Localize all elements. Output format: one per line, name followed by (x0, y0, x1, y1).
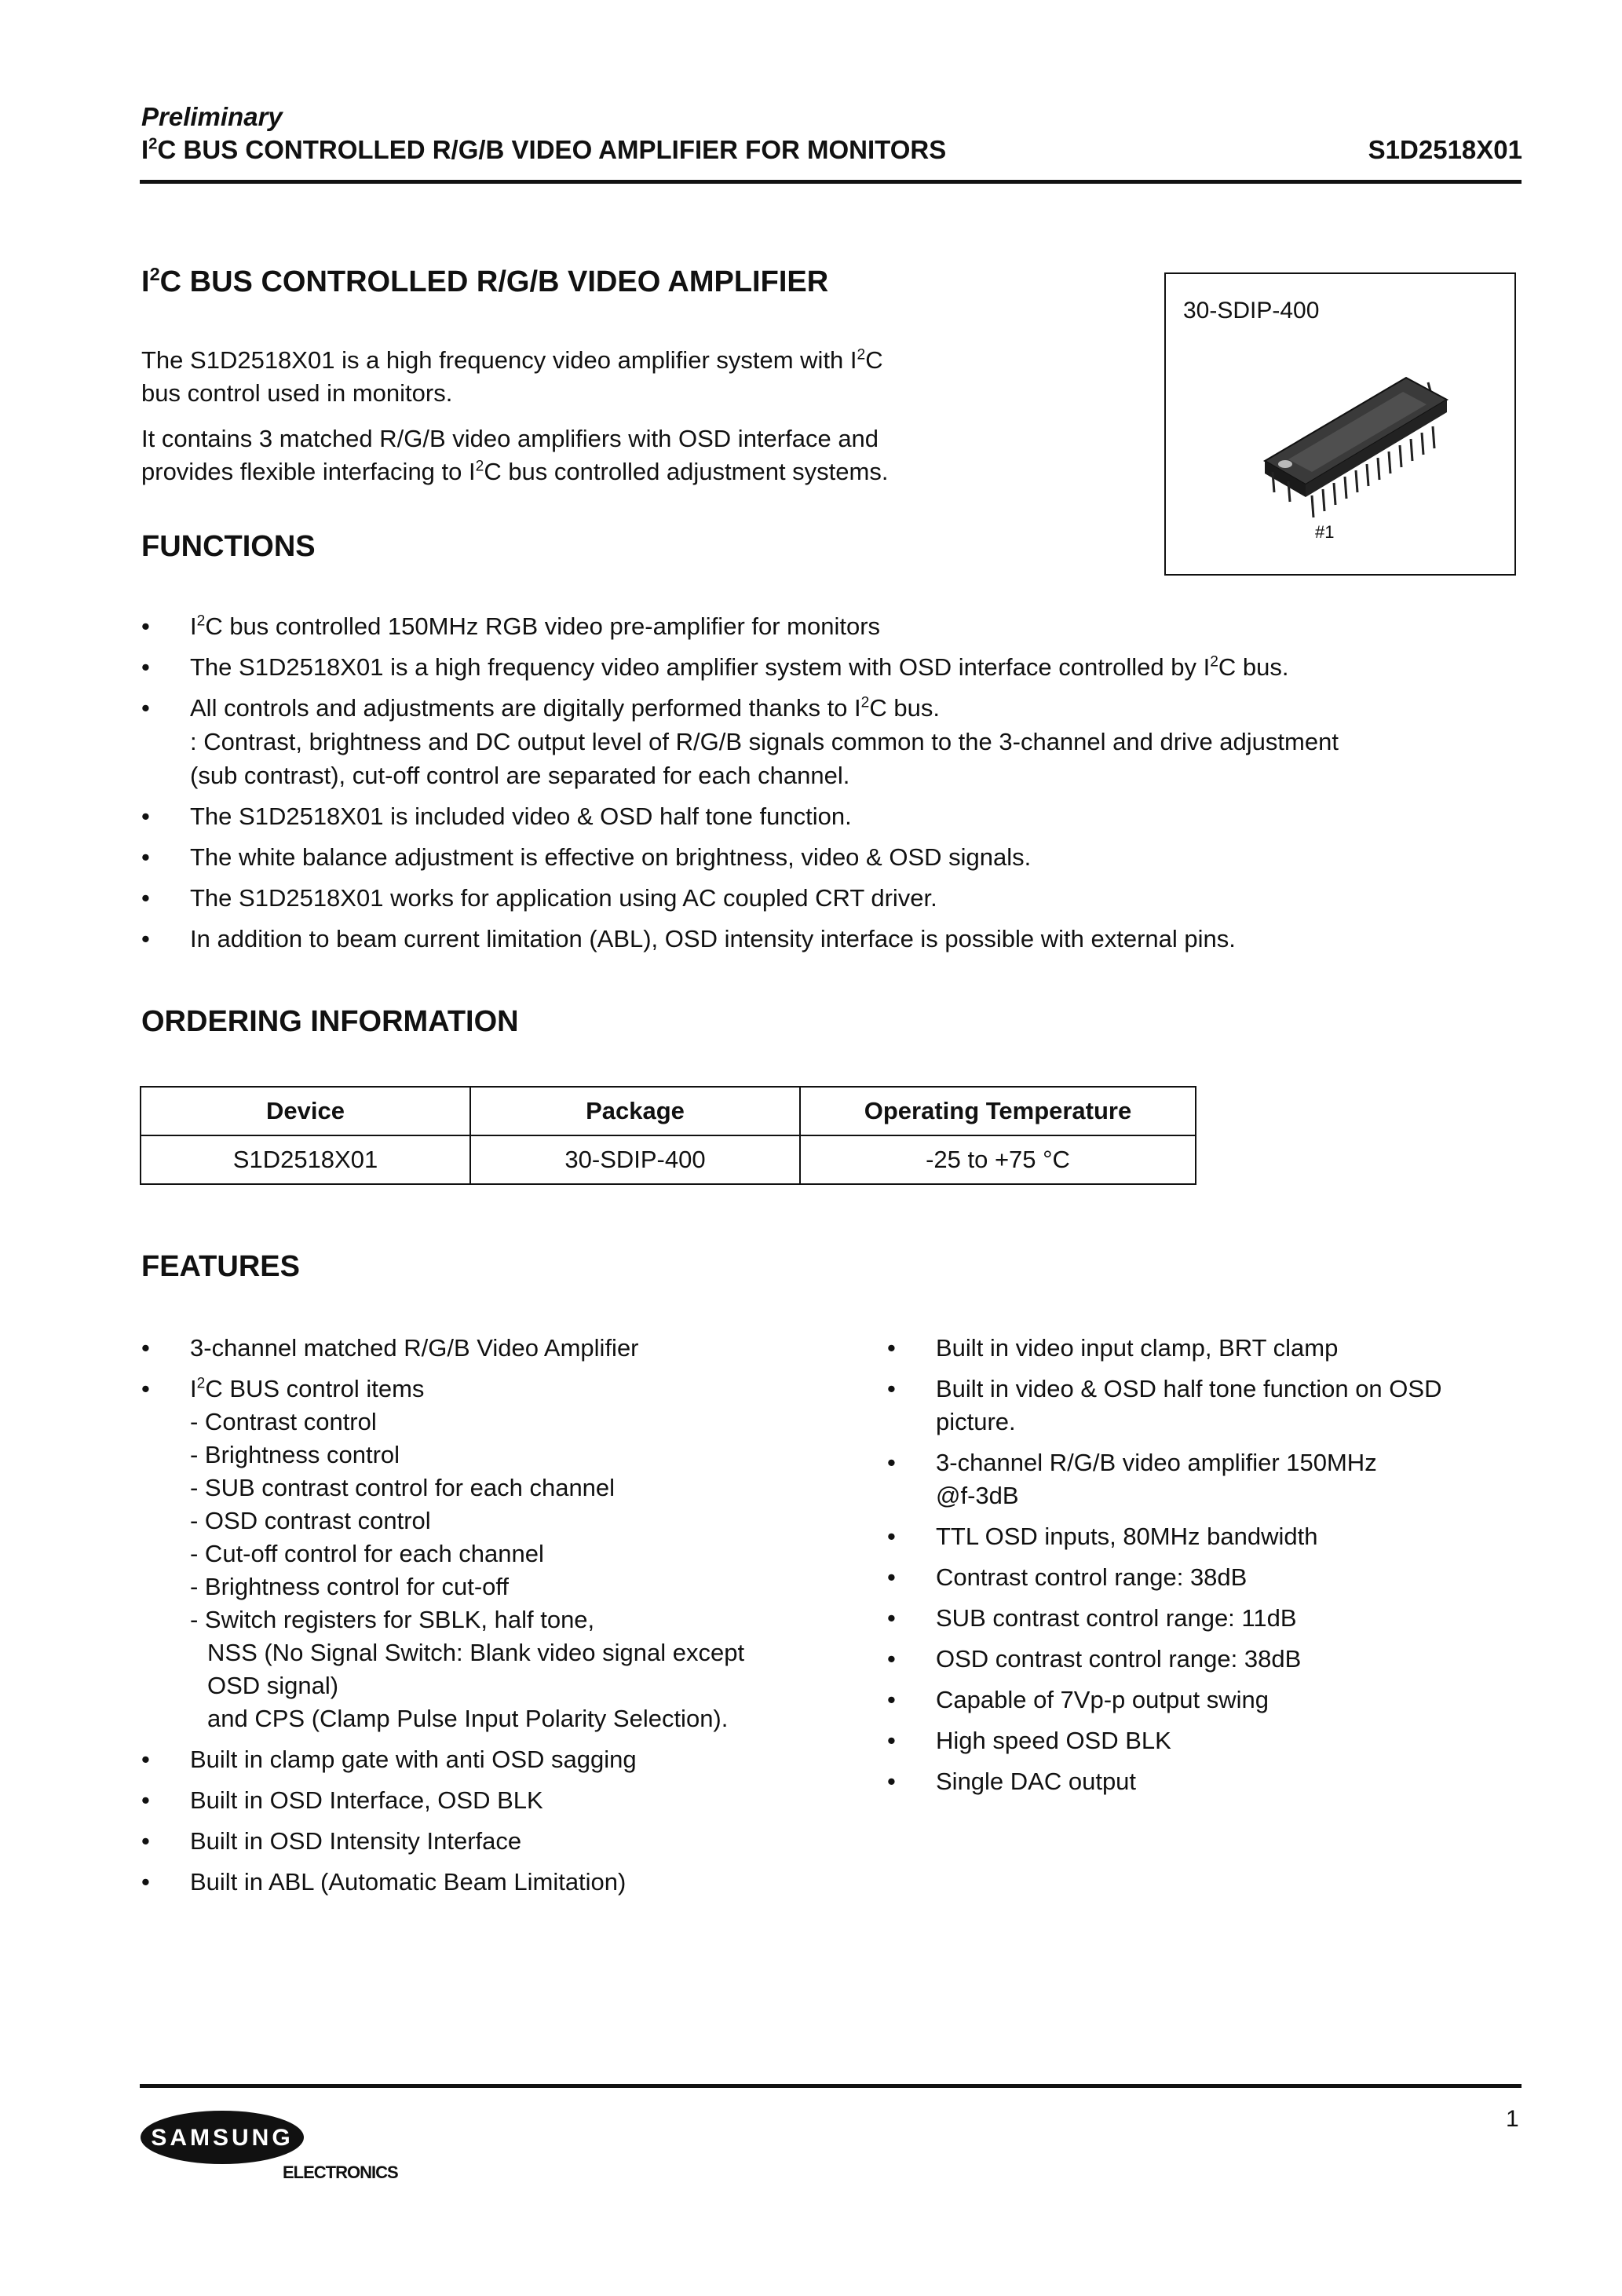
cell-temperature: -25 to +75 °C (800, 1135, 1196, 1184)
functions-list (141, 609, 1492, 963)
logo-subtitle: ELECTRONICS (283, 2163, 398, 2182)
section-title (141, 265, 828, 299)
feat-sub-cont: NSS (No Signal Switch: Blank video signal except (207, 1639, 745, 1666)
feat-r6: SUB contrast control range: 11dB (936, 1604, 1297, 1632)
function-item (141, 881, 1492, 915)
package-label: 30-SDIP-400 (1183, 298, 1320, 324)
feat-r2-b: picture. (936, 1408, 1016, 1435)
header-title (141, 135, 946, 165)
f7: In addition to beam current limitation (ABL), OSD intensity interface is possible with external pins. (190, 925, 1236, 952)
feat-l6: Built in ABL (Automatic Beam Limitation) (190, 1868, 627, 1896)
features-heading: FEATURES (141, 1250, 300, 1283)
feature-item (887, 1561, 1531, 1594)
feat-l2-b: C BUS control items (205, 1375, 425, 1402)
logo-text: SAMSUNG (151, 2125, 294, 2151)
feature-item (141, 1743, 848, 1776)
feature-item (141, 1866, 848, 1899)
intro1-sup: 2 (857, 346, 866, 364)
feature-item (141, 1373, 848, 1735)
feat-l2-sup: 2 (196, 1375, 206, 1392)
feat-l2-a: I (190, 1375, 197, 1402)
feat-r1: Built in video input clamp, BRT clamp (936, 1334, 1339, 1362)
f1-a: I (190, 612, 197, 640)
feat-sub-item: - SUB contrast control for each channel (190, 1474, 616, 1501)
footer-divider (140, 2084, 1522, 2088)
pin1-label: #1 (1315, 522, 1335, 542)
feat-r3-a: 3-channel R/G/B video amplifier 150MHz (936, 1449, 1377, 1476)
feature-item (887, 1602, 1531, 1635)
intro2-sup: 2 (475, 458, 484, 475)
feature-item (887, 1684, 1531, 1717)
feat-sub-cont: OSD signal) (207, 1672, 339, 1699)
function-item (141, 799, 1492, 833)
f4: The S1D2518X01 is included video & OSD half tone function. (190, 803, 852, 830)
intro2-text-c: C bus controlled adjustment systems. (484, 458, 889, 485)
section-title-sup: 2 (149, 263, 160, 284)
header-part-number: S1D2518X01 (1368, 135, 1522, 164)
feat-sub-item: - Brightness control (190, 1441, 400, 1468)
header-title-prefix: I (141, 135, 149, 164)
feat-r2-a: Built in video & OSD half tone function on OSD (936, 1375, 1442, 1402)
f1-sup: 2 (196, 612, 206, 630)
feature-item (887, 1520, 1531, 1553)
header-divider (140, 180, 1522, 184)
feat-sub-item: - Contrast control (190, 1408, 377, 1435)
feat-r9: High speed OSD BLK (936, 1727, 1171, 1754)
dip-chip-icon (1241, 367, 1461, 524)
intro1-text-c: bus control used in monitors. (141, 379, 453, 407)
f3-d: (sub contrast), cut-off control are separated for each channel. (190, 762, 850, 789)
feat-r10: Single DAC output (936, 1768, 1137, 1795)
section-title-rest: C BUS CONTROLLED R/G/B VIDEO AMPLIFIER (159, 265, 829, 298)
ordering-table (140, 1086, 1196, 1185)
f1-b: C bus controlled 150MHz RGB video pre-amplifier for monitors (205, 612, 881, 640)
intro1-text-b: C (865, 346, 883, 374)
feature-item (141, 1784, 848, 1817)
feat-sub-item: - OSD contrast control (190, 1507, 431, 1534)
intro1-text-a: The S1D2518X01 is a high frequency video amplifier system with I (141, 346, 857, 374)
f2-a: The S1D2518X01 is a high frequency video amplifier system with OSD interface controlled by I (190, 653, 1211, 681)
intro2-text-a: It contains 3 matched R/G/B video amplifiers with OSD interface and (141, 425, 879, 452)
feature-item (887, 1332, 1531, 1365)
feat-r7: OSD contrast control range: 38dB (936, 1645, 1302, 1673)
ordering-heading: ORDERING INFORMATION (141, 1005, 519, 1038)
intro2-text-b: provides flexible interfacing to I (141, 458, 476, 485)
chip-notch (1278, 460, 1292, 468)
features-right-list (887, 1332, 1531, 1806)
feat-l5: Built in OSD Intensity Interface (190, 1827, 522, 1855)
feat-l1: 3-channel matched R/G/B Video Amplifier (190, 1334, 639, 1362)
feature-item (887, 1373, 1531, 1439)
col-temperature-header: Operating Temperature (800, 1087, 1196, 1135)
features-left-list (141, 1332, 848, 1907)
col-package-header: Package (470, 1087, 800, 1135)
cell-device: S1D2518X01 (141, 1135, 470, 1184)
feat-l3: Built in clamp gate with anti OSD sagging (190, 1746, 637, 1773)
feature-item (887, 1446, 1531, 1512)
package-box (1164, 272, 1516, 576)
feature-item (141, 1332, 848, 1365)
header-title-sup: 2 (148, 134, 158, 153)
f2-b: C bus. (1218, 653, 1289, 681)
f5: The white balance adjustment is effective on brightness, video & OSD signals. (190, 843, 1032, 871)
feat-sub-item: - Brightness control for cut-off (190, 1573, 510, 1600)
feat-r5: Contrast control range: 38dB (936, 1563, 1248, 1591)
table-row (141, 1135, 1196, 1184)
function-item (141, 691, 1492, 792)
f3-c: : Contrast, brightness and DC output level of R/G/B signals common to the 3-channel and drive adjustment (190, 728, 1339, 755)
table-header-row (141, 1087, 1196, 1135)
feat-r3-b: @f-3dB (936, 1482, 1019, 1509)
header-preliminary: Preliminary (141, 102, 283, 131)
page-number: 1 (1506, 2106, 1519, 2132)
cell-package: 30-SDIP-400 (470, 1135, 800, 1184)
f6: The S1D2518X01 works for application using AC coupled CRT driver. (190, 884, 937, 912)
header-title-rest: C BUS CONTROLLED R/G/B VIDEO AMPLIFIER FOR MONITORS (157, 135, 947, 164)
feat-l4: Built in OSD Interface, OSD BLK (190, 1786, 543, 1814)
feature-item (887, 1724, 1531, 1757)
function-item (141, 840, 1492, 874)
feat-sub-cont: and CPS (Clamp Pulse Input Polarity Selection). (207, 1705, 729, 1732)
feature-item (887, 1643, 1531, 1676)
f3-b: C bus. (869, 694, 940, 722)
feature-item (887, 1765, 1531, 1798)
feature-item (141, 1825, 848, 1858)
f2-sup: 2 (1210, 653, 1218, 671)
f3-sup: 2 (860, 694, 870, 711)
feat-r4: TTL OSD inputs, 80MHz bandwidth (936, 1523, 1318, 1550)
function-item (141, 609, 1492, 643)
intro-paragraph-2 (141, 422, 1044, 488)
col-device-header: Device (141, 1087, 470, 1135)
feat-sub-item: - Switch registers for SBLK, half tone, (190, 1606, 595, 1633)
intro-paragraph-1 (141, 344, 1044, 410)
feat-sub-item: - Cut-off control for each channel (190, 1540, 544, 1567)
function-item (141, 650, 1492, 684)
feat-r8: Capable of 7Vp-p output swing (936, 1686, 1269, 1713)
function-item (141, 922, 1492, 956)
functions-heading: FUNCTIONS (141, 530, 316, 563)
section-title-prefix: I (141, 265, 150, 298)
f3-a: All controls and adjustments are digitally performed thanks to I (190, 694, 861, 722)
